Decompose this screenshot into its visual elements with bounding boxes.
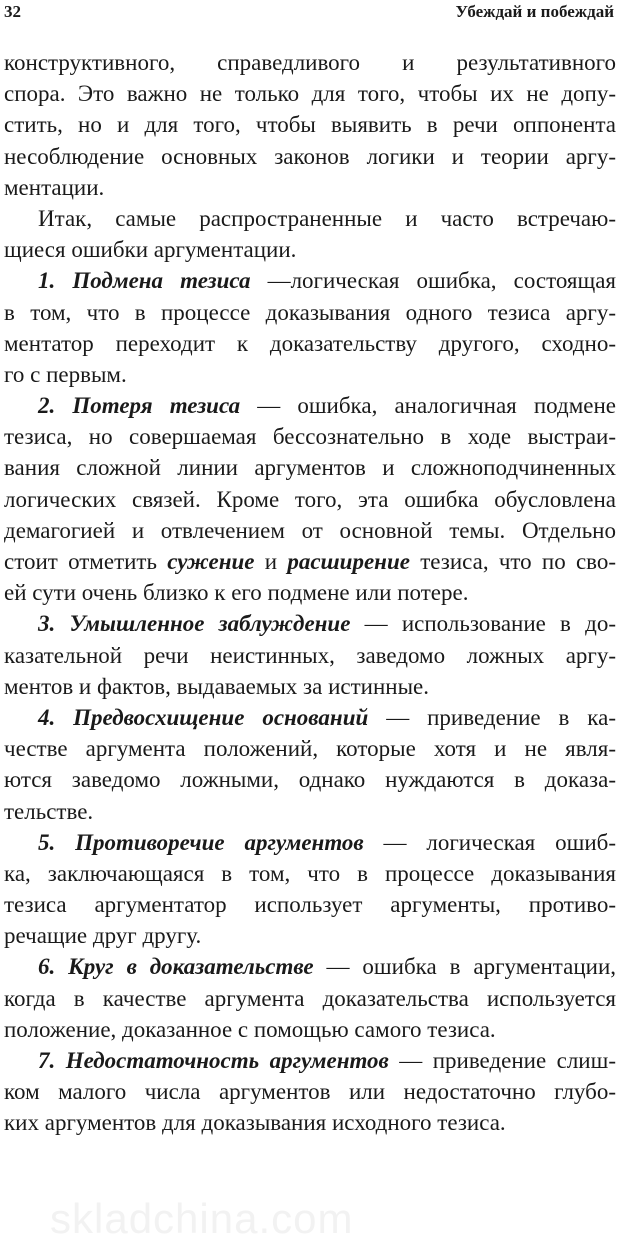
line-text: ментации.	[4, 174, 105, 200]
line-text: ей сути очень близко к его подмене или потере.	[4, 580, 469, 606]
running-title: Убеждай и побеждай	[455, 2, 614, 21]
line-text: — использование в до-	[350, 611, 616, 637]
line-text: логических связей. Кроме того, эта ошибка обусловлена	[4, 486, 616, 512]
line-text: щиеся ошибки аргументации.	[4, 237, 297, 263]
text-line	[4, 109, 616, 140]
line-text: — приведение слиш-	[388, 1048, 616, 1073]
text-line	[4, 1076, 616, 1107]
term-emphasis: 1. Подмена тезиса	[38, 268, 251, 294]
line-text: Итак, самые распространенные и часто встречаю-	[38, 205, 616, 231]
text-line	[4, 671, 616, 702]
text-line	[4, 920, 616, 951]
page-number: 32	[4, 2, 21, 21]
line-text: казательной речи неистинных, заведомо ложных аргу-	[4, 642, 616, 668]
text-line	[4, 608, 616, 639]
page-body	[4, 47, 616, 1139]
text-line	[4, 359, 616, 390]
line-text: — логическая ошиб-	[363, 829, 616, 855]
text-line	[4, 702, 616, 733]
text-line	[4, 203, 616, 234]
line-text: ком малого числа аргументов или недостаточно глубо-	[4, 1079, 616, 1105]
text-line	[4, 951, 616, 982]
line-text: несоблюдение основных законов логики и теории аргу-	[4, 143, 616, 169]
term-emphasis: 7. Недостаточность аргументов	[38, 1048, 389, 1073]
line-text: — ошибка в аргументации,	[313, 954, 617, 980]
term-emphasis: 6. Круг в доказательстве	[38, 954, 314, 980]
text-line	[4, 1107, 616, 1138]
text-line	[4, 827, 616, 858]
term-emphasis: 3. Умышленное заблуждение	[38, 611, 351, 637]
text-line	[4, 234, 616, 265]
line-text: спора. Это важно не только для того, чтобы их не допу-	[4, 81, 616, 107]
text-line	[4, 640, 616, 671]
text-line	[4, 546, 616, 577]
text-line	[4, 733, 616, 764]
text-line	[4, 421, 616, 452]
text-line	[4, 328, 616, 359]
line-text: конструктивного, справедливого и результативного	[4, 50, 616, 75]
text-line	[4, 1014, 616, 1045]
term-emphasis: 4. Предвосхищение оснований	[38, 704, 369, 730]
line-text: тезиса аргументатор использует аргументы, противо-	[4, 892, 616, 918]
text-line	[4, 1045, 616, 1076]
line-text: положение, доказанное с помощью самого тезиса.	[4, 1016, 496, 1042]
line-text: ются заведомо ложными, однако нуждаются в доказа-	[4, 767, 616, 793]
line-text: —логическая ошибка, состоящая	[250, 268, 616, 294]
line-text: тельстве.	[4, 798, 94, 824]
line-text: ментов и фактов, выдаваемых за истинные.	[4, 673, 429, 699]
term-emphasis: 5. Противоречие аргументов	[38, 829, 364, 855]
line-text: стить, но и для того, чтобы выявить в речи оппонента	[4, 112, 616, 138]
text-line	[4, 889, 616, 920]
text-line	[4, 297, 616, 328]
text-line	[4, 390, 616, 421]
line-text: стоит отметить	[4, 549, 168, 574]
line-text: ких аргументов для доказывания исходного тезиса.	[4, 1110, 506, 1136]
text-line	[4, 47, 616, 78]
text-line	[4, 983, 616, 1014]
line-text: вания сложной линии аргументов и сложноподчиненных	[4, 455, 616, 481]
text-line	[4, 172, 616, 203]
text-line	[4, 764, 616, 795]
line-text: ка, заключающаяся в том, что в процессе доказывания	[4, 860, 616, 886]
text-line	[4, 515, 616, 546]
term-emphasis: 2. Потеря тезиса	[38, 393, 241, 419]
line-text: и	[254, 549, 288, 574]
term-emphasis: расширение	[287, 549, 410, 574]
text-line	[4, 78, 616, 109]
line-text: в том, что в процессе доказывания одного тезиса аргу-	[4, 299, 616, 325]
line-text: тезиса, что по сво-	[409, 549, 617, 574]
term-emphasis: сужение	[167, 549, 255, 574]
line-text: честве аргумента положений, которые хотя и не явля-	[4, 736, 616, 762]
line-text: — приведение в ка-	[368, 704, 616, 730]
line-text: речащие друг другу.	[4, 923, 202, 949]
text-line	[4, 858, 616, 889]
text-line	[4, 577, 616, 608]
line-text: ментатор переходит к доказательству другого, сходно-	[4, 330, 616, 356]
page-header	[4, 2, 614, 24]
text-line	[4, 484, 616, 515]
line-text: го с первым.	[4, 361, 127, 387]
watermark: skladchina.com	[50, 1195, 354, 1242]
line-text: — ошибка, аналогичная подмене	[240, 393, 616, 419]
text-line	[4, 452, 616, 483]
text-line	[4, 141, 616, 172]
text-line	[4, 265, 616, 296]
line-text: демагогией и отвлечением от основной темы. Отдельно	[4, 517, 616, 543]
line-text: тезиса, но совершаемая бессознательно в ходе выстраи-	[4, 424, 616, 450]
line-text: когда в качестве аргумента доказательства используется	[4, 985, 616, 1011]
text-line	[4, 796, 616, 827]
